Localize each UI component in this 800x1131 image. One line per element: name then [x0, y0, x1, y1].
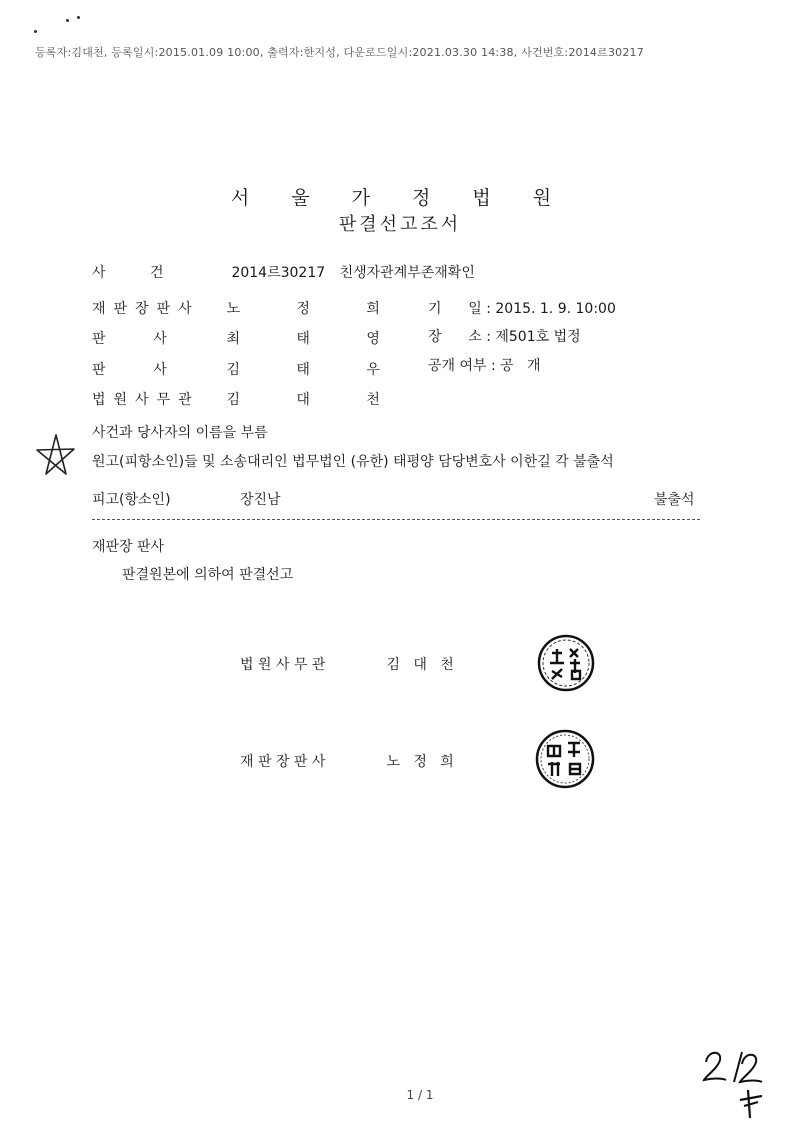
case-name: 친생자관계부존재확인: [339, 265, 475, 281]
signature-row: [240, 751, 454, 771]
divider: [92, 519, 700, 520]
court-name: 서 울 가 정 법 원: [230, 187, 570, 209]
session-date-row: [428, 298, 616, 318]
handwritten-page-number: [700, 1040, 770, 1120]
defendant-status: 불출석: [654, 492, 695, 508]
session-date-label: 기 일 :: [428, 301, 491, 317]
personnel-name: 최 태 영: [226, 331, 406, 347]
personnel-row: [92, 298, 406, 318]
personnel-row: [92, 328, 406, 348]
document-title: 판결선고조서: [338, 214, 462, 235]
personnel-role: 법원사무관: [92, 392, 200, 408]
session-place: 제501호 법정: [495, 329, 581, 345]
session-date: 2015. 1. 9. 10:00: [495, 301, 616, 317]
case-number: 2014르30217: [231, 265, 326, 281]
case-label: 사 건: [92, 265, 164, 281]
print-info-header: 등록자:김대천, 등록일시:2015.01.09 10:00, 출력자:한지성, 다운로드일시:2021.03.30 14:38, 사건번호:2014르30217: [35, 46, 644, 59]
personnel-row: [92, 389, 406, 409]
session-public-label: 공개 여부 :: [428, 358, 496, 374]
defendant-label: 피고(항소인): [92, 492, 171, 508]
scan-speck: [66, 19, 69, 22]
page-footer: 1 / 1: [406, 1088, 434, 1102]
signature-role: 법 원 사 무 관: [240, 657, 326, 673]
session-place-label: 장 소 :: [428, 329, 491, 345]
signature-role: 재 판 장 판 사: [240, 754, 326, 770]
judgment-text: 판결원본에 의하여 판결선고: [122, 567, 294, 583]
signature-name: 김 대 천: [386, 657, 454, 673]
personnel-name: 김 대 천: [226, 392, 406, 408]
personnel-name: 노 정 희: [226, 301, 406, 317]
scan-speck: [34, 30, 37, 33]
official-seal-stamp: [536, 633, 596, 693]
personnel-row: [92, 359, 406, 379]
session-public: 공 개: [500, 358, 541, 374]
session-place-row: [428, 326, 581, 346]
judge-seal-stamp: [534, 728, 596, 790]
personnel-role: 재판장판사: [92, 301, 200, 317]
signature-name: 노 정 희: [386, 754, 454, 770]
judge-label: 재판장 판사: [92, 539, 165, 555]
personnel-role: 판 사: [92, 362, 170, 378]
proceeding-plaintiff: 원고(피항소인)들 및 소송대리인 법무법인 (유한) 태평양 담당변호사 이한길 각 불출석: [92, 454, 614, 470]
case-row: [92, 262, 475, 282]
scan-speck: [77, 16, 80, 19]
proceeding-call: 사건과 당사자의 이름을 부름: [92, 425, 268, 441]
session-public-row: [428, 355, 541, 375]
handwritten-star-mark: [32, 432, 78, 478]
signature-row: [240, 654, 454, 674]
personnel-role: 판 사: [92, 331, 170, 347]
personnel-name: 김 태 우: [226, 362, 406, 378]
defendant-name: 장진남: [240, 492, 281, 508]
